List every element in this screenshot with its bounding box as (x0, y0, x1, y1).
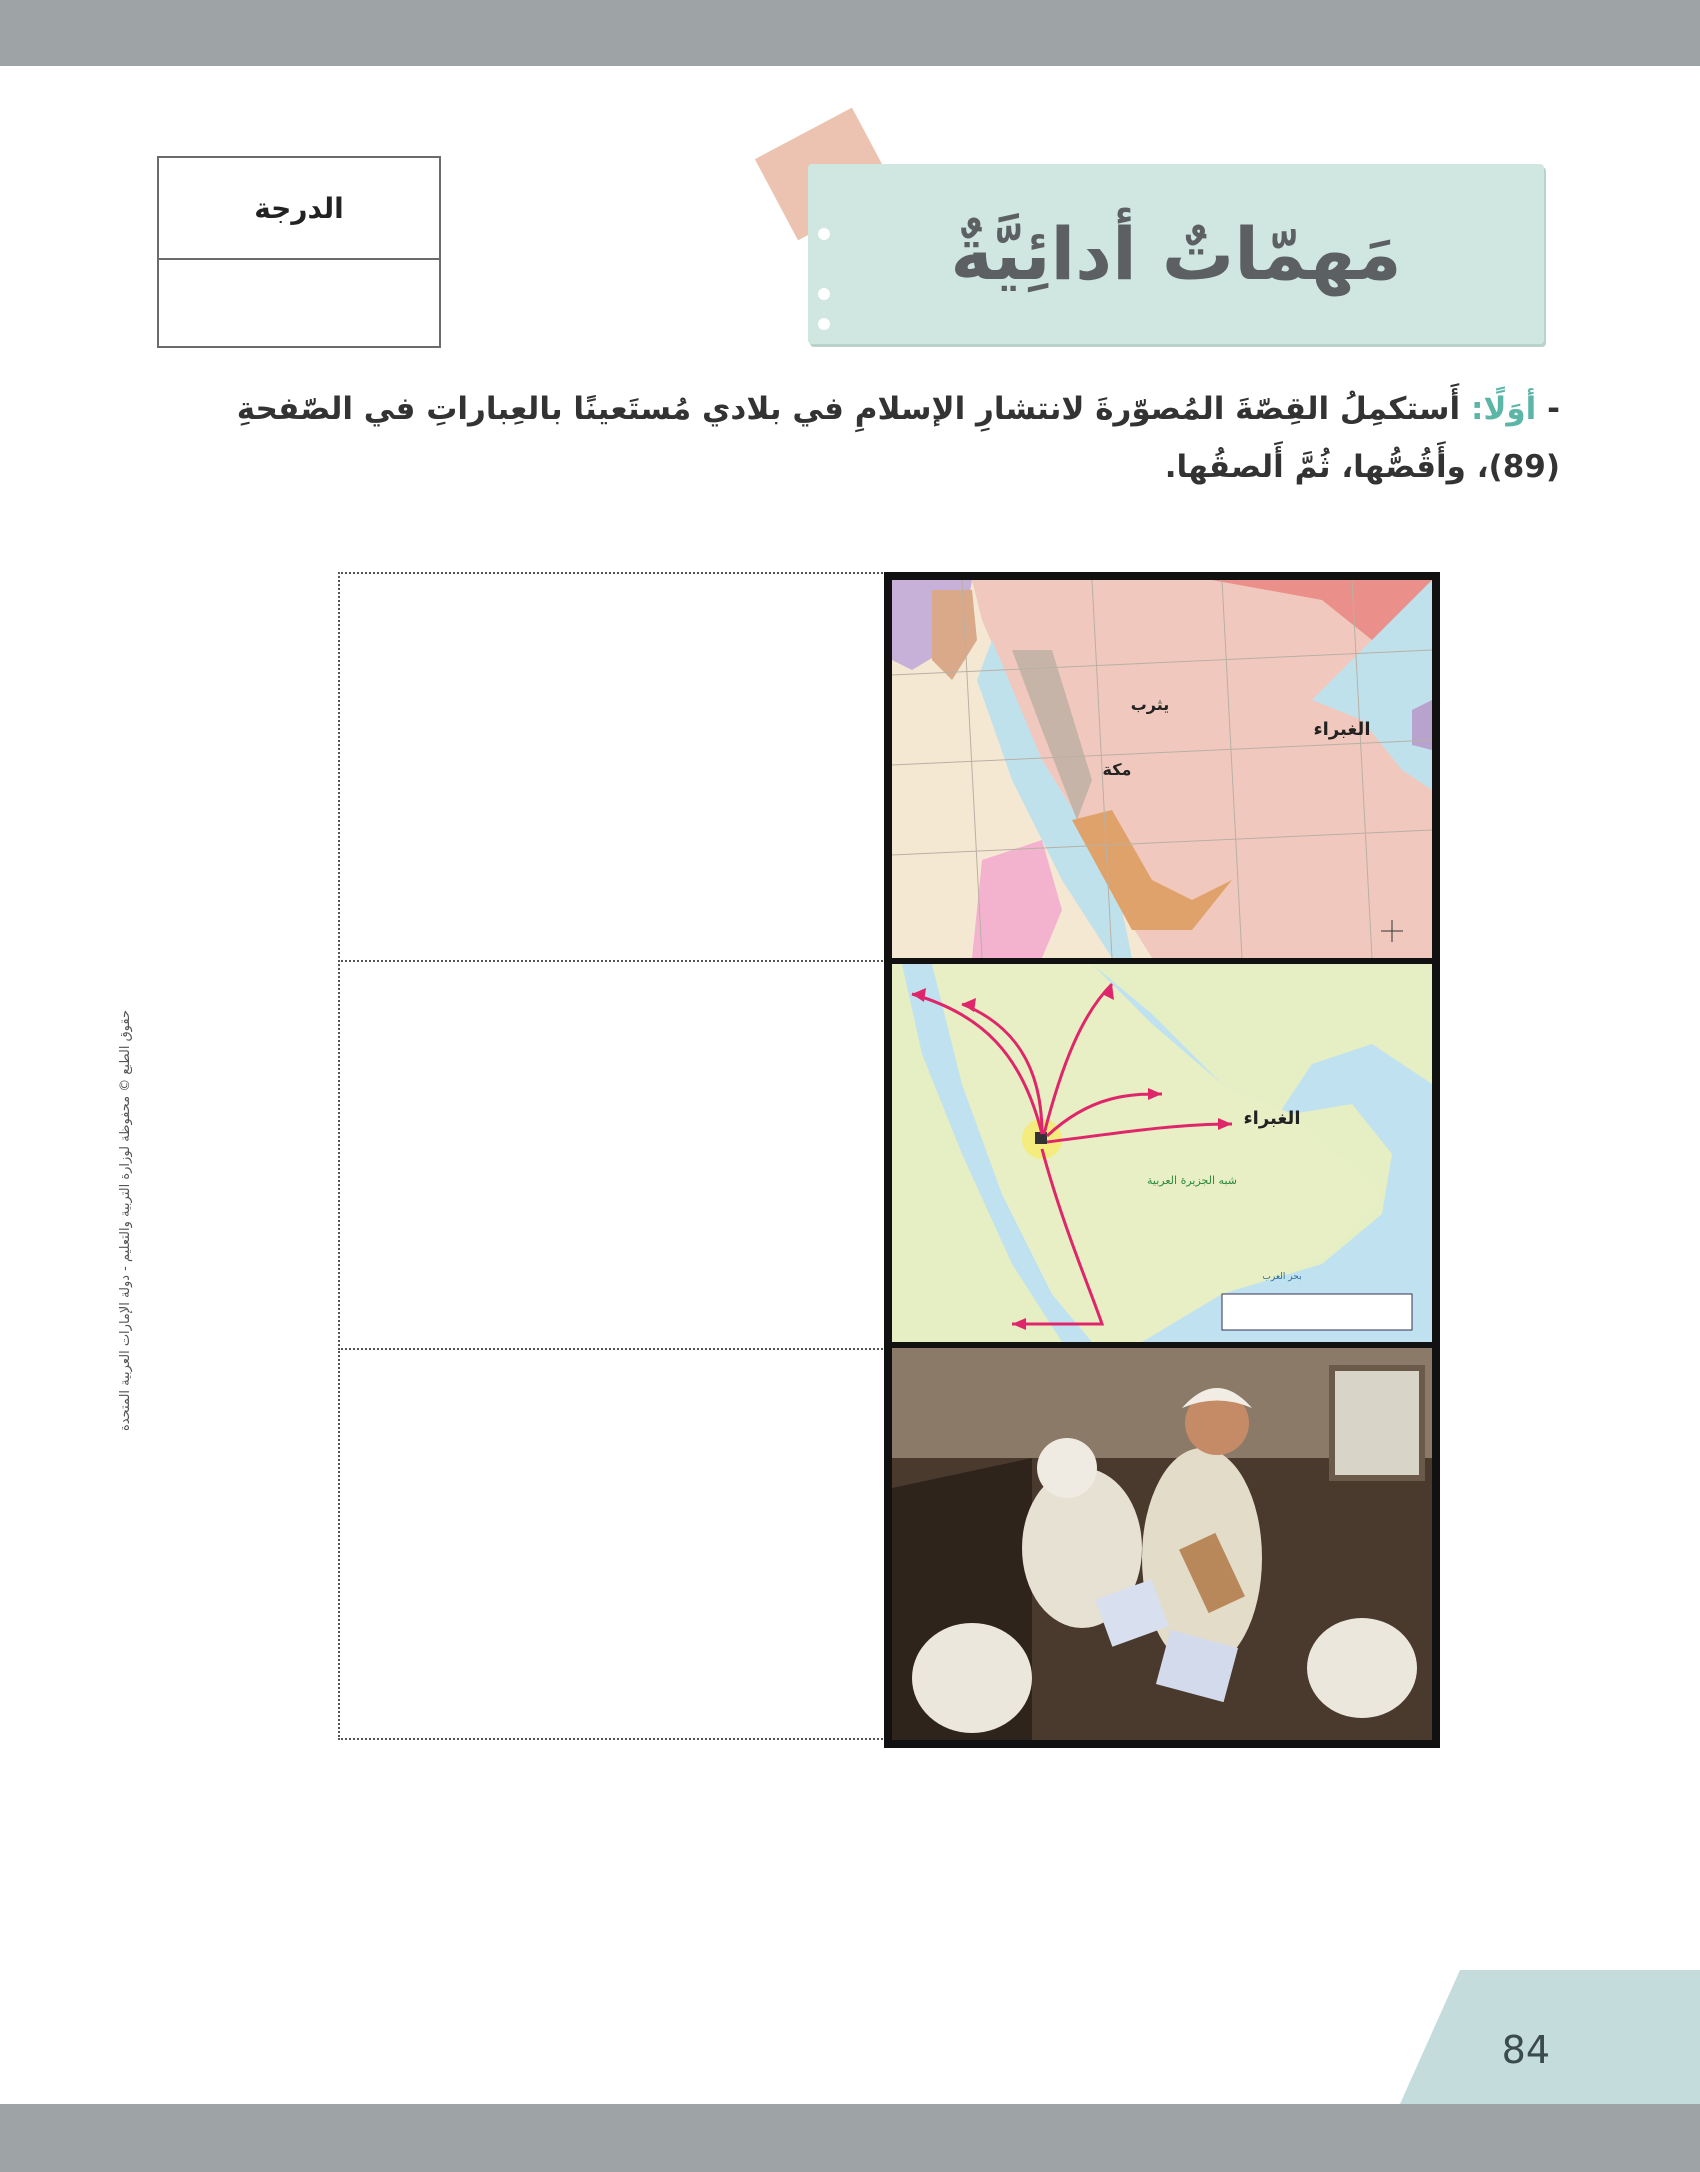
writing-box-3[interactable] (338, 1348, 887, 1740)
map-2-drawing (892, 964, 1432, 1342)
grade-value[interactable] (159, 260, 439, 346)
map-2-image (892, 964, 1432, 1342)
map-1-drawing (892, 580, 1432, 958)
classroom-photo (892, 1348, 1432, 1740)
instruction (150, 380, 1560, 496)
grade-label: الدرجة (159, 158, 439, 260)
writing-box-1[interactable] (338, 572, 887, 962)
grade-box (157, 156, 441, 348)
map-1-label-yathrib: يثرب (1130, 695, 1170, 714)
page-number: 84 (1501, 2028, 1550, 2072)
top-bar (0, 0, 1700, 66)
classroom-photo-drawing (892, 1348, 1432, 1740)
map-2-legend (1222, 1294, 1412, 1330)
map-1-label-ghabra: الغبراء (1313, 719, 1371, 740)
bottom-bar (0, 2104, 1700, 2172)
instruction-text: أَستكمِلُ القِصّةَ المُصوّرةَ لانتشارِ الإسلامِ في بلادي مُستَعينًا بالعِباراتِ في الصّفحةِ (89)، وأَقُصُّها، ثُمَّ أَلصقُها. (236, 391, 1560, 485)
map-1-label-makkah: مكة (1102, 760, 1132, 779)
writing-box-2[interactable] (338, 960, 887, 1350)
page-tab (1400, 1970, 1700, 2104)
copyright-note: حقوق الطبع © محفوظة لوزارة التربية والتعليم - دولة الإمارات العربية المتحدة (118, 1010, 133, 1432)
map-2-label-peninsula: شبه الجزيرة العربية (1147, 1174, 1237, 1187)
instruction-dash: - (1536, 391, 1560, 427)
instruction-lead: أوَلًا: (1470, 391, 1537, 427)
picture-strip (884, 572, 1440, 1748)
map-2-label-sea: بحر العرب (1262, 1272, 1302, 1282)
page-title: مَهمّاتٌ أدائِيَّةٌ (950, 212, 1402, 296)
map-1-image (892, 580, 1432, 958)
map-2-label-ghabra: الغبراء (1243, 1108, 1301, 1129)
